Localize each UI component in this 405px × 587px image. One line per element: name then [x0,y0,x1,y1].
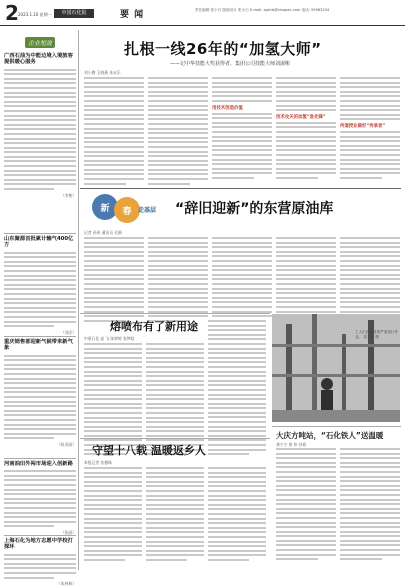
feature-text-col-5 [340,237,400,324]
story-two-text-col-1 [84,343,142,458]
lead-byline: 刘小腾 王晓燕 朱永乐 [84,70,121,75]
lead-subtitle: ——记中华技能大奖获得者、集团公司技能大师刘淑彬 [170,61,291,67]
story-two-text-col-2 [146,343,204,458]
lead-text-col-5 [340,77,400,181]
lead-subhead: 用技术创造价值 [212,105,243,111]
brief-headline: 河南油田外闯市场迎入创新路 [4,461,73,467]
brief-divider [4,535,76,536]
lead-text-col-2 [148,77,208,187]
text-block [4,252,76,328]
story-three-byline: 龚宁宁 鲁 伟 孙春 [276,442,307,447]
text-block [4,470,76,527]
section-title: 要 闻 [120,10,145,20]
brief-byline: （陈亚丽） [57,441,76,447]
brief-item [4,236,76,336]
story-four-headline: 守望十八载 温暖返乡人 [92,444,206,457]
brief-divider [4,458,76,459]
brief-byline: （张丽） [60,530,76,536]
badge-circle-chun: 春 [114,197,140,223]
brief-byline: （刘洋） [60,329,76,335]
story-two-headline: 熔喷布有了新用途 [110,320,198,333]
badge-circle-xin: 新 [92,194,118,220]
story-four-text-col-1 [84,467,142,563]
left-briefs-column [4,30,76,587]
brief-headline: 山东聚源首批累计输气400亿方 [4,236,74,249]
lead-text-col-1 [84,77,144,187]
feature-byline: 记者 孙伟 通讯员 孔颖 [84,230,122,235]
feature-text-col-2 [148,237,208,324]
brief-divider [4,336,76,337]
page-number: 2 [5,1,19,25]
feature-text-col-3 [212,237,272,324]
paper-name-logo: 中国石化报 [54,9,94,18]
brief-headline: 上海石化为地方志愿中学校打探环 [4,538,73,551]
text-block [4,355,76,440]
story-four-text-col-2 [146,467,204,563]
story-three-headline: 大庆方吨站，“石化铁人”送温暖 [276,431,384,440]
feature-headline: “辞旧迎新”的东营原油库 [175,201,334,217]
brief-item [4,339,76,448]
story-three-text-col-1 [276,448,336,563]
column-divider [78,30,79,570]
brief-byline: （李艳） [60,192,76,198]
brief-divider [4,233,76,234]
brief-headline: 广西石油为中能边境入境旅客提供暖心服务 [4,53,73,66]
story-four-text-col-3 [208,467,266,563]
briefs-tag-wrap [4,30,76,49]
brief-headline: 重庆销售部迎新气候带来新气象 [4,339,73,352]
briefs-tag: 企业短波 [25,37,55,48]
issue-date: 2023.1.16 星期一 [18,12,52,17]
brief-item [4,461,76,536]
text-block [4,69,76,190]
story-three-text-col-2 [340,448,400,563]
section-divider [272,426,401,427]
lead-headline: 扎根一线26年的“加氢大师” [124,40,322,58]
text-block [4,554,76,579]
feature-text-col-4 [276,237,336,324]
masthead-info: 责任编辑 张小白 版面设计 张小白 E-mail: zgshb@sinopec.com 电话: 59963234 [195,8,330,12]
section-divider [80,313,270,314]
lead-text-col-3 [212,77,272,181]
lead-subhead: 传道授业做好“传承者” [340,123,386,129]
brief-byline: （朱林林） [57,581,76,587]
brief-item [4,53,76,199]
brief-item [4,538,76,587]
section-divider [80,438,270,439]
story-two-byline: 中原石化 高 飞 陈婷婷 张梦晗 [84,336,135,341]
badge-label: 走基层 [138,207,157,214]
lead-text-col-4 [276,77,336,181]
feature-text-col-1 [84,237,144,324]
story-four-byline: 本报记者 张德珠 [84,460,112,465]
section-divider [80,188,401,189]
photo-caption: 工人们正在冒着严寒进行作业。 周文涛 摄 [355,330,399,339]
lead-subhead: 技术攻关的加氢“急先锋” [276,114,326,120]
